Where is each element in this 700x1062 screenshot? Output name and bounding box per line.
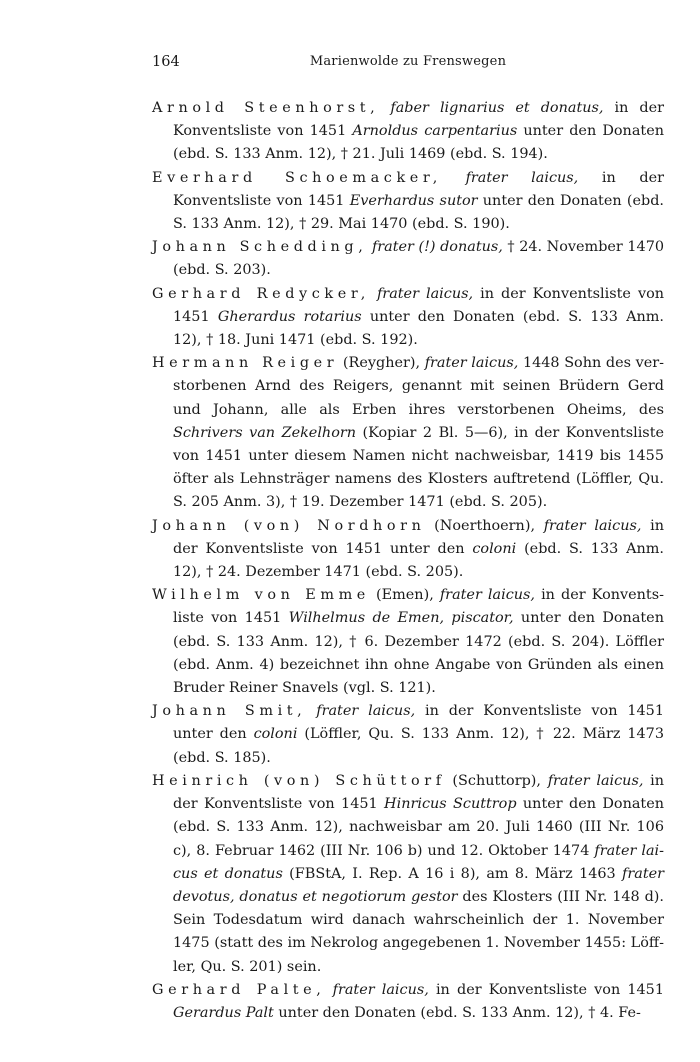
- italic-text: coloni: [253, 726, 298, 743]
- page-header: [152, 54, 664, 80]
- entry-text: unter den Donaten (ebd. S. 133 Anm. 12), † 29. Mai 1470 (ebd. S. 190).: [173, 192, 664, 233]
- italic-text: frater laicus,: [439, 587, 535, 604]
- italic-text: faber lignarius et donatus,: [390, 100, 604, 116]
- italic-text: frater devotus, donatus et negotiorum gestor: [173, 865, 664, 905]
- register-entry: [152, 283, 664, 353]
- person-name: Heinrich (von) Schüttorf: [152, 772, 446, 789]
- entry-text: unter den Donaten (ebd. S. 133 Anm. 12), † 21. Juli 1469 (ebd. S. 194).: [173, 123, 664, 163]
- italic-text: frater (!) donatus,: [371, 239, 503, 256]
- person-name: Arnold Steenhorst,: [152, 100, 380, 116]
- italic-text: Gerardus Palt: [173, 1004, 274, 1021]
- register-entry: [152, 979, 664, 1025]
- entry-text: (Reygher),: [338, 355, 425, 372]
- entry-text: (Emen),: [369, 587, 440, 604]
- italic-text: Everhardus sutor: [349, 192, 478, 209]
- person-name: Everhard Schoemacker,: [152, 169, 442, 186]
- entry-text: unter den Donaten (ebd. S. 133 Anm. 12), † 18. Juni 1471 (ebd. S. 192).: [173, 308, 664, 349]
- entry-text: in der Konventsliste von 1451: [428, 981, 664, 998]
- entry-text: (Schuttorp),: [445, 772, 548, 789]
- register-entry: [152, 770, 664, 979]
- italic-text: coloni: [472, 540, 517, 557]
- italic-text: frater laicus,: [316, 703, 416, 720]
- entry-text: † 24. November 1470 (ebd. S. 203).: [173, 239, 665, 279]
- entry-text: in der Konventsliste von 1451: [173, 100, 665, 140]
- entry-text: [379, 100, 390, 116]
- entry-text: (FBStA, I. Rep. A 16 i 8), am 8. März 1463: [282, 865, 623, 882]
- italic-text: frater laicus,: [543, 517, 642, 534]
- register-entry: [152, 236, 664, 282]
- person-name: Johann Schedding,: [152, 239, 368, 256]
- person-name: Johann (von) Nordhorn: [152, 517, 426, 534]
- italic-text: frater laicus,: [424, 355, 519, 372]
- register-entry: [152, 584, 664, 700]
- entry-text: (Löffler, Qu. S. 133 Anm. 12), † 22. März 1473 (ebd. S. 185).: [173, 726, 664, 766]
- italic-text: Arnoldus carpentarius: [352, 123, 518, 140]
- italic-text: frater laicus,: [547, 772, 644, 789]
- person-name: Hermann Reiger: [152, 355, 339, 372]
- italic-text: frater laicus,: [376, 285, 474, 302]
- italic-text: Schrivers van Zekelhorn: [173, 424, 356, 441]
- entry-text: in der Konventsliste von 1451 unter den: [173, 703, 664, 743]
- italic-text: frater laicus et donatus: [173, 842, 664, 882]
- entry-text: in der Konventsliste von 1451 unter den: [173, 517, 664, 557]
- entry-text: [325, 982, 332, 998]
- entry-text: (Kopiar 2 Bl. 5—6), in der Konventsliste von 1451 unter diesem Namen nicht nachweisbar, 1419 bis 1455 öfter als Lehnsträger namens des Klosters auftretend (Löffler, Qu. S. 205 Anm. 3), † 19. Dezember 1471 (ebd. S. 205).: [173, 424, 664, 511]
- register-entry: [152, 515, 664, 585]
- italic-text: Gherardus rotarius: [217, 308, 362, 325]
- entry-text: unter den Donaten (ebd. S. 133 Anm. 12), † 6. Dezember 1472 (ebd. S. 204). Löffler (ebd. Anm. 4) bezeichnet ihn ohne Angabe von Gründen als einen Bruder Reiner Snavels (vgl. S. 121).: [173, 610, 664, 697]
- entry-text: in der Konventsliste von 1451: [173, 772, 664, 813]
- register-entry: [152, 352, 664, 514]
- register-entry: [152, 97, 664, 167]
- register-entry: [152, 700, 664, 770]
- italic-text: frater laicus,: [465, 169, 579, 186]
- italic-text: Hinricus Scuttrop: [384, 796, 517, 813]
- entry-text: [306, 703, 316, 719]
- italic-text: Wilhelmus de Emen, piscator,: [288, 610, 514, 627]
- person-name: Gerhard Redycker,: [152, 285, 370, 302]
- entry-text: in der Konventsliste von 1451: [173, 587, 664, 627]
- running-title: Marienwolde zu Frenswegen: [309, 54, 507, 69]
- entry-text: unter den Donaten (ebd. S. 133 Anm. 12), nachweisbar am 20. Juli 1460 (III Nr. 106 c), 8. Februar 1462 (III Nr. 106 b) und 12. Oktober 1474: [173, 796, 664, 859]
- register-entry: [152, 167, 664, 237]
- person-name: Gerhard Palte,: [152, 981, 326, 998]
- entry-text: (Noerthoern),: [425, 517, 544, 534]
- entry-text: 1448 Sohn des verstorbenen Arnd des Reigers, genannt mit seinen Brüdern Gerd und Johann, alle als Erben ihres verstorbenen Oheims, des: [173, 355, 664, 418]
- page-number: 164: [152, 54, 180, 70]
- italic-text: frater laicus,: [332, 981, 429, 998]
- person-name: Johann Smit,: [152, 703, 307, 720]
- entry-text: [370, 286, 377, 302]
- entry-text: (ebd. S. 133 Anm. 12), † 24. Dezember 1471 (ebd. S. 205).: [173, 540, 664, 581]
- entry-text: [442, 170, 466, 186]
- entry-text: in der Konventsliste von 1451: [173, 285, 665, 325]
- entry-text: unter den Donaten (ebd. S. 133 Anm. 12), † 4. Fe-: [273, 1004, 641, 1021]
- person-name: Wilhelm von Emme: [152, 587, 370, 604]
- entry-text: in der Konventsliste von 1451: [173, 169, 664, 209]
- entry-list: [152, 97, 664, 1025]
- entry-text: des Klosters (III Nr. 148 d). Sein Todesdatum wird danach wahrscheinlich der 1. November 1475 (statt des im Nekrolog angegebenen 1. November 1455: Löffler, Qu. S. 201) sein.: [173, 888, 664, 975]
